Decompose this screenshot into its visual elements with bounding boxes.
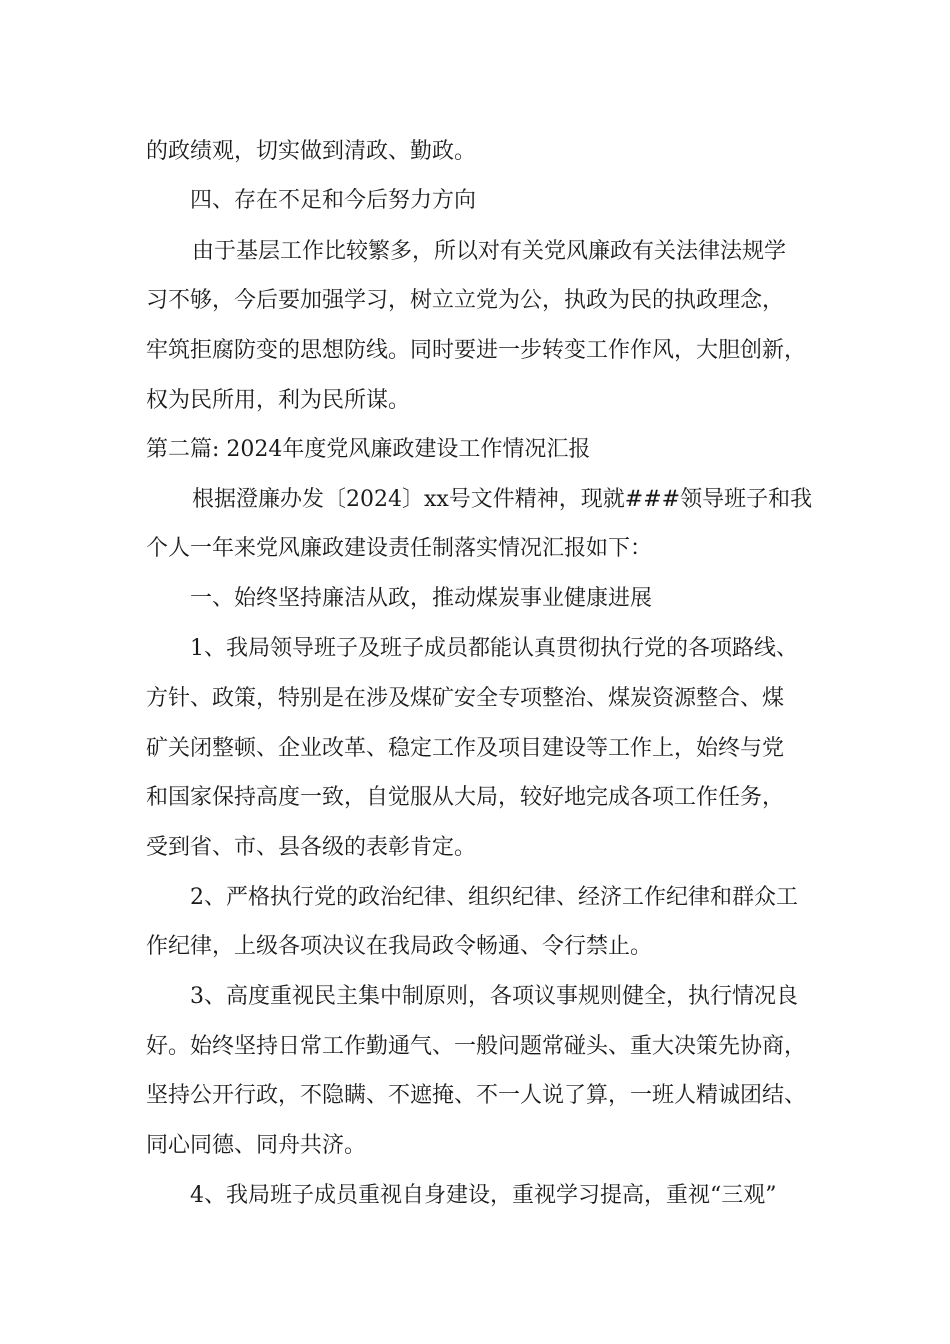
text-line: 和国家保持高度一致，自觉服从大局，较好地完成各项工作任务， — [146, 785, 785, 810]
text-line: 2、严格执行党的政治纪律、组织纪律、经济工作纪律和群众工 — [190, 885, 798, 910]
text-line: 矿关闭整顿、企业改革、稳定工作及项目建设等工作上，始终与党 — [146, 736, 785, 761]
text-line: 作纪律，上级各项决议在我局政令畅通、令行禁止。 — [146, 934, 653, 959]
section-heading: 四、存在不足和今后努力方向 — [190, 188, 477, 213]
text-line: 的政绩观，切实做到清政、勤政。 — [146, 139, 477, 164]
text-line: 根据澄廉办发〔2024〕xx号文件精神，现就###领导班子和我 — [192, 487, 813, 512]
text-line: 权为民所用，利为民所谋。 — [146, 388, 411, 413]
text-line: 3、高度重视民主集中制原则，各项议事规则健全，执行情况良 — [190, 984, 798, 1009]
text-line: 个人一年来党风廉政建设责任制落实情况汇报如下： — [146, 536, 653, 561]
text-line: 牢筑拒腐防变的思想防线。同时要进一步转变工作作风，大胆创新， — [146, 338, 807, 363]
text-line: 4、我局班子成员重视自身建设，重视学习提高，重视“三观” — [190, 1183, 777, 1208]
text-line: 好。始终坚持日常工作勤通气、一般问题常碰头、重大决策先协商， — [146, 1034, 807, 1059]
text-line: 习不够，今后要加强学习，树立立党为公，执政为民的执政理念， — [146, 288, 785, 313]
part-heading: 第二篇: 2024年度党风廉政建设工作情况汇报 — [146, 437, 591, 462]
text-line: 同心同德、同舟共济。 — [146, 1133, 367, 1158]
text-line: 坚持公开行政，不隐瞒、不遮掩、不一人说了算，一班人精诚团结、 — [146, 1083, 807, 1108]
text-line: 方针、政策，特别是在涉及煤矿安全专项整治、煤炭资源整合、煤 — [146, 686, 785, 711]
section-heading: 一、始终坚持廉洁从政，推动煤炭事业健康进展 — [190, 586, 653, 611]
text-line: 由于基层工作比较繁多，所以对有关党风廉政有关法律法规学 — [192, 239, 787, 264]
text-line: 受到省、市、县各级的表彰肯定。 — [146, 835, 477, 860]
text-line: 1、我局领导班子及班子成员都能认真贯彻执行党的各项路线、 — [190, 636, 798, 661]
